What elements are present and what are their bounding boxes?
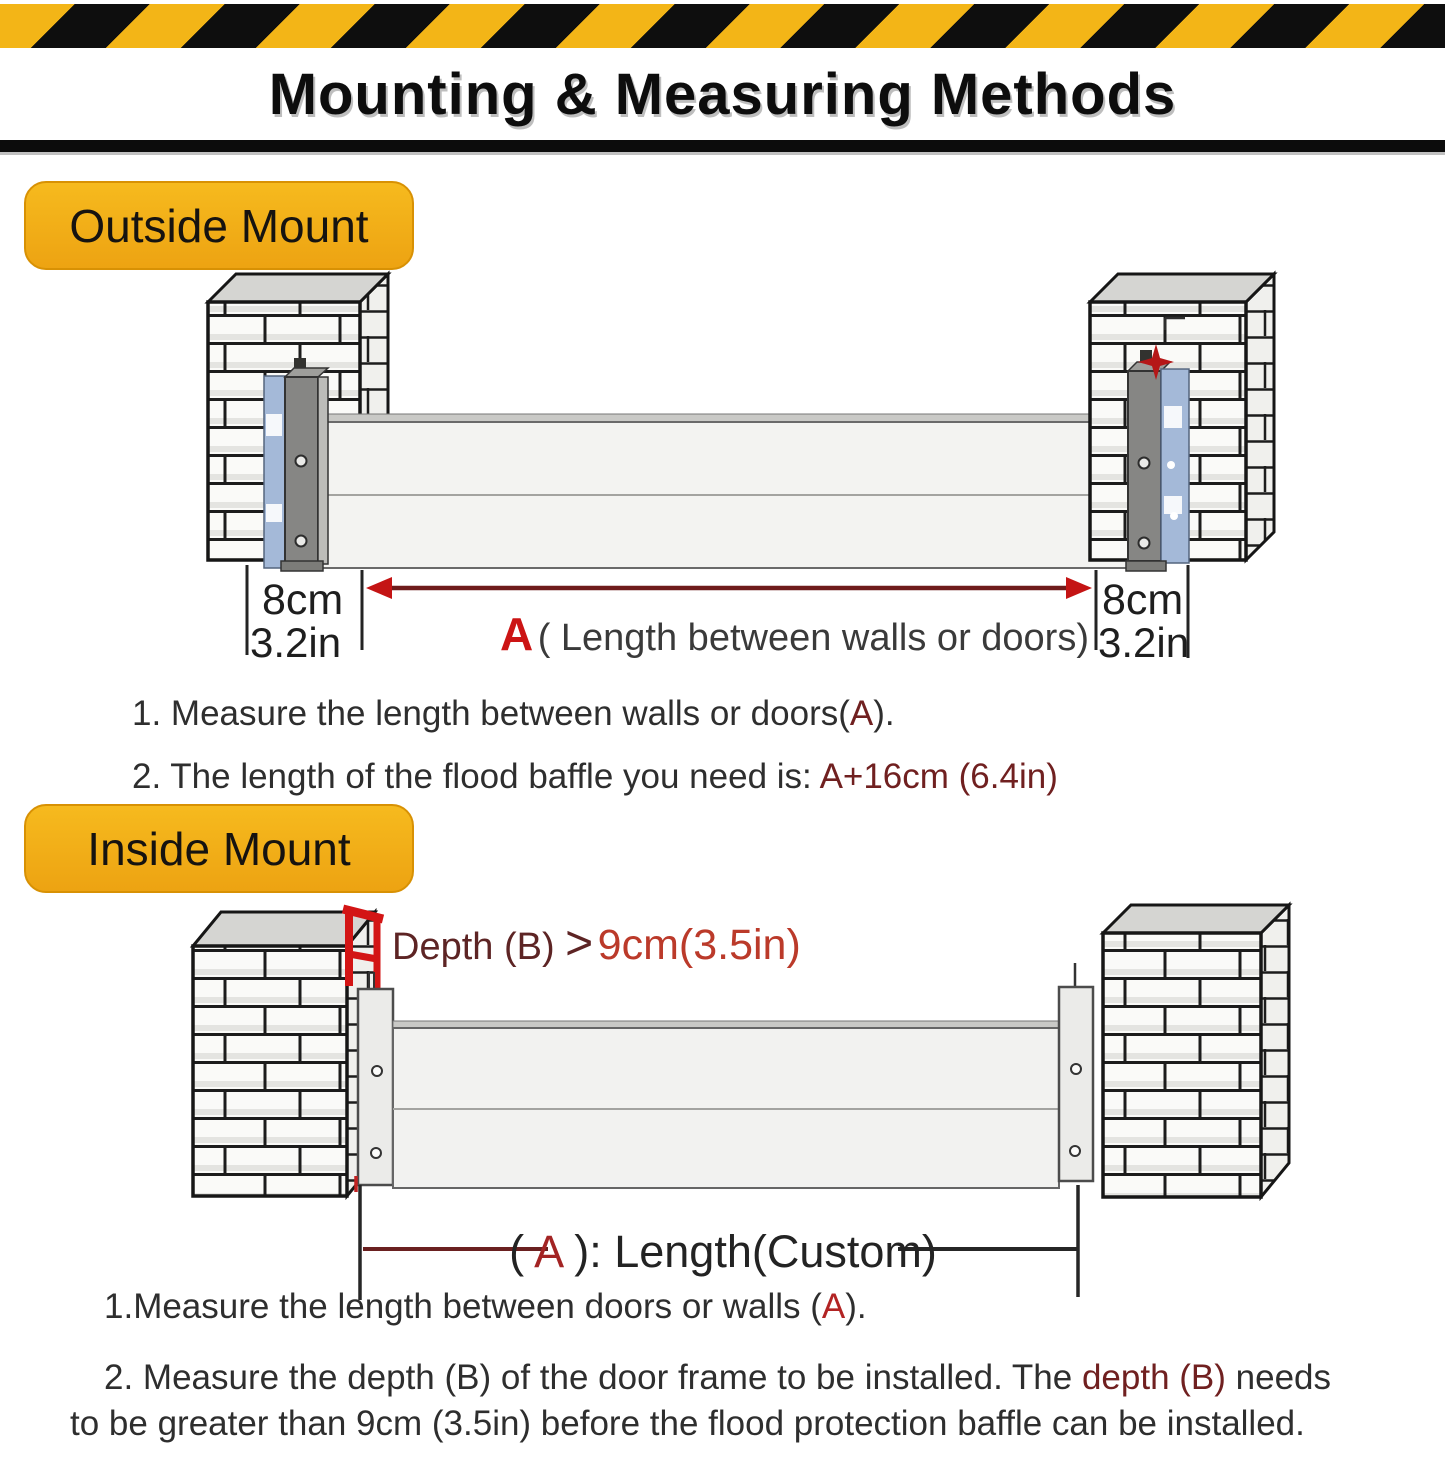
- outside-mount-steps: [132, 690, 1058, 816]
- inside-step-1: 1.Measure the length between doors or walls (A).: [104, 1287, 867, 1326]
- inside-mount-label-text: Inside Mount: [87, 822, 351, 875]
- left-frame-plate: [356, 989, 393, 1192]
- outside-step-1: 1. Measure the length between walls or doors(A).: [132, 694, 895, 733]
- inside-mount-diagram: [0, 893, 1445, 1305]
- outside-mount-diagram: [0, 258, 1445, 666]
- right-offset-cm: 8cm: [1102, 576, 1184, 624]
- right-frame-plate: [1059, 963, 1093, 1181]
- outside-mount-label: [24, 181, 414, 270]
- inside-mount-label: [24, 804, 414, 893]
- inside-mount-steps: [70, 1283, 1410, 1462]
- hazard-stripe-banner: [0, 4, 1445, 48]
- right-offset-in: 3.2in: [1098, 619, 1190, 666]
- arrowhead-right: [1066, 577, 1092, 599]
- page-title: Mounting & Measuring Methods: [268, 61, 1177, 127]
- depth-annotation: Depth (B) > 9cm(3.5in): [392, 917, 801, 970]
- arrowhead-left: [366, 577, 392, 599]
- left-offset-cm: 8cm: [262, 576, 344, 624]
- right-brick-pillar: [1103, 905, 1289, 1197]
- left-mounting-bracket: [264, 358, 328, 571]
- inside-step-2: 2. Measure the depth (B) of the door frame to be installed. The depth (B) needs to be greater than 9cm (3.5in) before the flood protection baffle can be installed.: [70, 1358, 1332, 1443]
- left-offset-in: 3.2in: [250, 619, 342, 666]
- outside-step-2: 2. The length of the flood baffle you need is: A+16cm (6.4in): [132, 757, 1058, 796]
- title-divider-bar: [0, 140, 1445, 152]
- span-label: A ( Length between walls or doors): [500, 608, 1089, 660]
- flood-barrier-panel: [318, 414, 1132, 568]
- flood-barrier-panel: [393, 1021, 1059, 1188]
- right-mounting-bracket: [1126, 344, 1189, 571]
- outside-measurement: [247, 565, 1189, 666]
- length-annotation: ( A ): Length(Custom): [509, 1226, 937, 1277]
- outside-mount-label-text: Outside Mount: [69, 199, 369, 252]
